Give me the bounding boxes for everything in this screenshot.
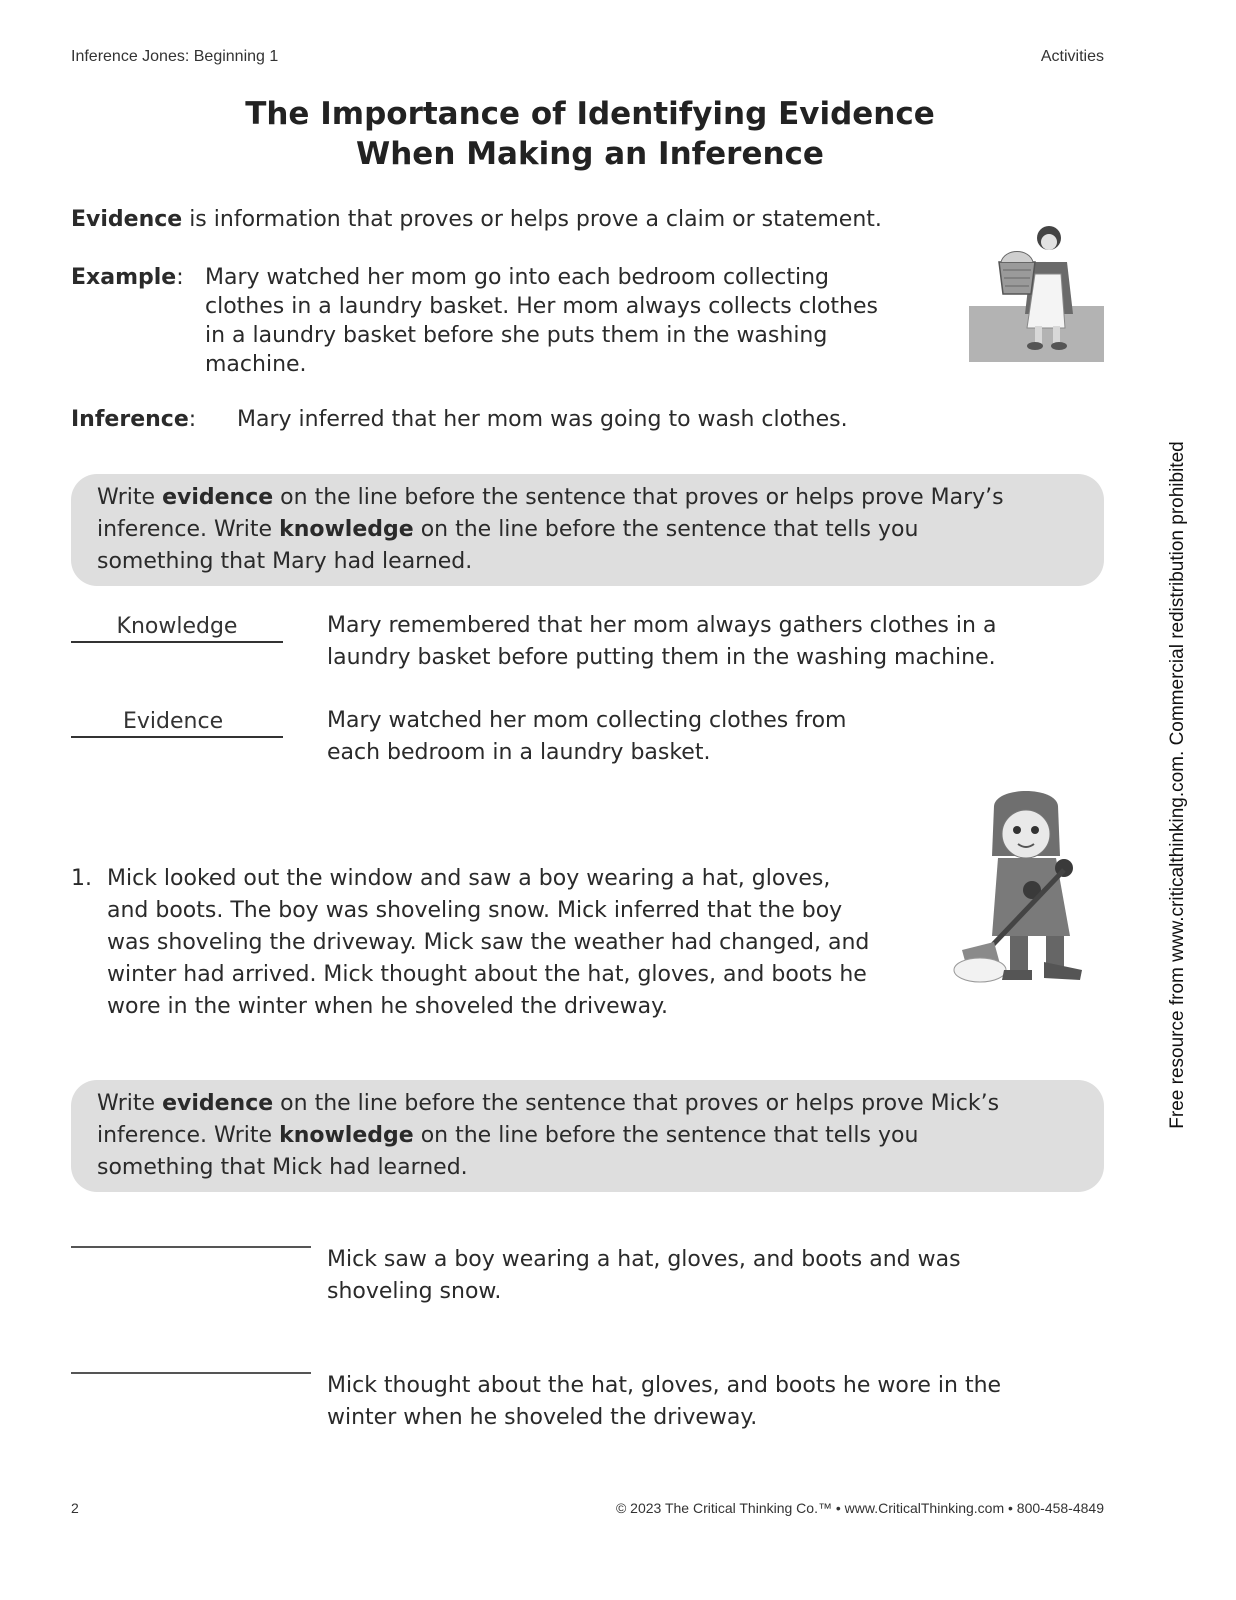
answer-blank-1[interactable] <box>71 1246 311 1248</box>
instruction-box-2: Write evidence on the line before the sentence that proves or helps prove Mick’s inference. Write knowledge on the line before the sentence that tells you something that Mick had learned. <box>71 1080 1104 1192</box>
question-1-passage: Mick looked out the window and saw a boy wearing a hat, gloves, and boots. The boy was shoveling snow. Mick inferred that the boy was shoveling the driveway. Mick saw the weather had changed, and winter had arrived. Mick thought about the hat, gloves, and boots he wore in the winter when he shoveled the driveway. <box>107 866 870 1019</box>
instruction-box-1: Write evidence on the line before the sentence that proves or helps prove Mary’s inference. Write knowledge on the line before the sentence that tells you something that Mary had learned. <box>71 474 1104 586</box>
answer-blank-evidence[interactable]: Evidence <box>71 708 283 738</box>
page-title <box>120 94 1060 174</box>
inference-statement: Inference: <box>71 407 197 432</box>
answer-sentence: Mick thought about the hat, gloves, and boots he wore in the winter when he shoveled the driveway. <box>327 1373 1002 1430</box>
title-line-2: When Making an Inference <box>356 136 824 172</box>
answer-sentence: Mary remembered that her mom always gathers clothes in a laundry basket before putting them in the washing machine. <box>327 613 997 670</box>
example-line: clothes in a laundry basket. Her mom always collects clothes <box>205 294 878 319</box>
header-section: Activities <box>1040 48 1104 65</box>
evidence-definition <box>71 205 882 234</box>
answer-sentence: Mick saw a boy wearing a hat, gloves, and boots and was shoveling snow. <box>327 1247 961 1304</box>
definition-text: is information that proves or helps prove a claim or statement. <box>182 207 882 232</box>
mom-laundry-illustration <box>969 218 1104 362</box>
boy-shoveling-snow-illustration <box>952 786 1108 992</box>
definition-term: Evidence <box>71 207 183 232</box>
example-line: Mary watched her mom go into each bedroom collecting <box>205 265 830 290</box>
title-line-1: The Importance of Identifying Evidence <box>245 96 935 132</box>
page-number: 2 <box>71 1500 79 1516</box>
copyright-line: © 2023 The Critical Thinking Co.™ • www.CriticalThinking.com • 800-458-4849 <box>615 1500 1104 1516</box>
answer-blank-2[interactable] <box>71 1372 311 1374</box>
header-book-title: Inference Jones: Beginning 1 <box>71 48 279 65</box>
example-label: Example: <box>71 265 184 290</box>
question-number: 1. <box>71 866 92 891</box>
example-line: machine. <box>205 352 307 377</box>
inference-label: Inference <box>71 407 189 432</box>
inference-text: Mary inferred that her mom was going to wash clothes. <box>237 407 848 432</box>
example-line: in a laundry basket before she puts them in the washing <box>205 323 828 348</box>
answer-sentence: Mary watched her mom collecting clothes from each bedroom in a laundry basket. <box>327 708 847 765</box>
example-text <box>205 263 965 379</box>
answer-blank-knowledge[interactable]: Knowledge <box>71 613 283 643</box>
